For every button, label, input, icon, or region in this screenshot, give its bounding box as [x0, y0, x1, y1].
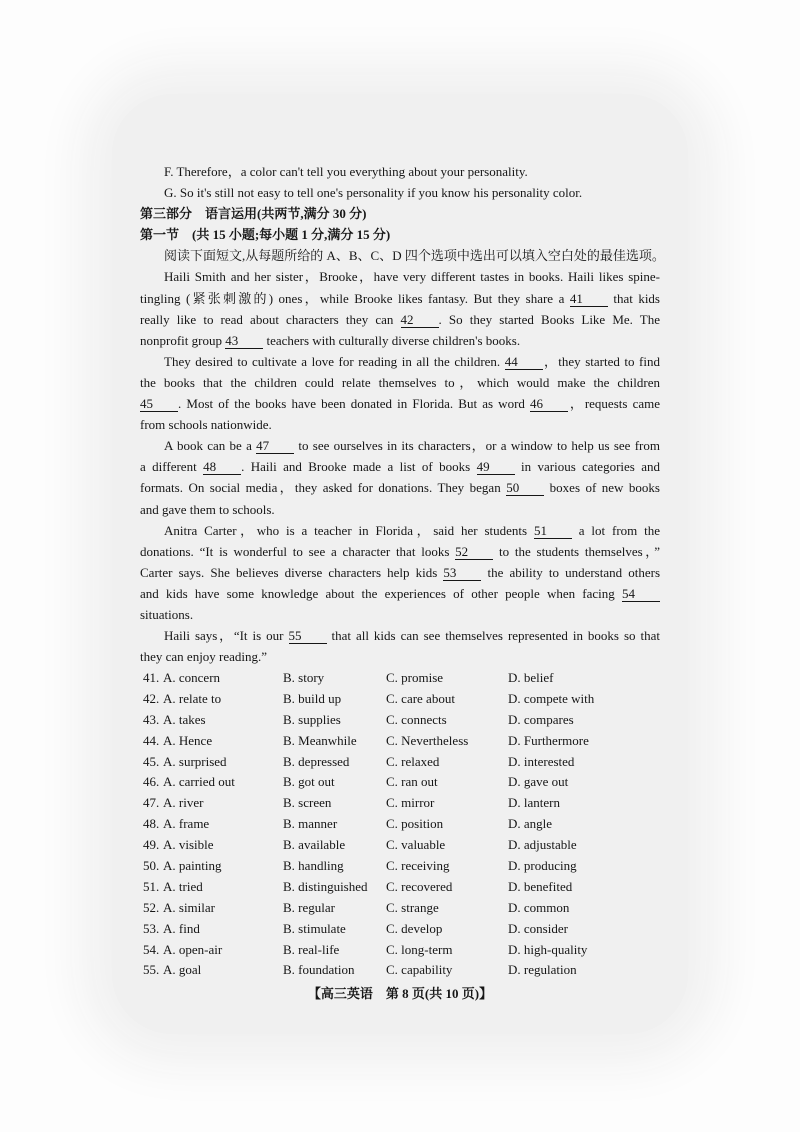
passage-text: A book can be a — [164, 438, 257, 454]
option-a: A. find — [163, 920, 200, 936]
passage-text: teachers with culturally diverse children's books. — [263, 332, 521, 348]
question-number: 55. — [143, 962, 160, 978]
question-number: 50. — [143, 858, 160, 874]
option-b: B. handling — [283, 858, 344, 874]
question-number: 42. — [143, 690, 160, 706]
passage-paragraph — [140, 625, 660, 667]
question-number: 41. — [143, 670, 160, 685]
option-b: B. got out — [283, 774, 335, 790]
option-a: A. concern — [163, 670, 221, 685]
option-b: B. depressed — [283, 753, 350, 769]
passage-text: and gave them to schools. — [140, 501, 275, 517]
passage-text: They desired to cultivate a love for reading in all the children. — [164, 353, 505, 369]
passage-text: to the students themselves，” — [493, 543, 660, 559]
passage-line — [140, 541, 660, 562]
option-b: B. real-life — [283, 941, 340, 957]
passage-text: ，they started to find — [542, 353, 660, 369]
cloze-options-table — [140, 668, 660, 981]
option-c: C. develop — [386, 920, 443, 936]
option-c: C. relaxed — [386, 753, 440, 769]
option-d: D. Furthermore — [508, 732, 589, 748]
cloze-passage — [140, 266, 660, 667]
option-b: B. supplies — [283, 711, 341, 727]
page-footer: 【高三英语 第 8 页(共 10 页)】 — [307, 986, 493, 1001]
blank-47: 47 — [256, 439, 294, 454]
option-b: B. screen — [283, 795, 332, 811]
passage-text: from schools nationwide. — [140, 417, 272, 433]
blank-52: 52 — [455, 545, 493, 560]
passage-paragraph — [140, 351, 660, 435]
passage-line — [140, 625, 660, 646]
passage-text: . Most of the books have been donated in Florida. But as word — [178, 396, 531, 412]
passage-line — [140, 414, 660, 435]
passage-text: tingling (紧张刺激的) ones，while Brooke likes fantasy. But they share a — [140, 290, 570, 306]
passage-text: a different — [140, 459, 204, 475]
question-number: 46. — [143, 774, 160, 790]
option-b: B. story — [283, 670, 325, 685]
passage-line — [140, 499, 660, 520]
passage-line — [140, 435, 660, 456]
option-d: D. regulation — [508, 962, 577, 978]
blank-44: 44 — [505, 355, 543, 370]
question-options-row — [140, 731, 660, 752]
question-options-row — [140, 814, 660, 835]
passage-text: really like to read about characters they can — [140, 311, 401, 327]
passage-paragraph — [140, 266, 660, 350]
blank-41: 41 — [570, 292, 608, 307]
option-b: B. foundation — [283, 962, 355, 978]
option-d: D. adjustable — [508, 837, 577, 853]
blank-53: 53 — [443, 566, 481, 581]
option-c: C. strange — [386, 899, 439, 915]
question-number: 51. — [143, 878, 160, 894]
question-options-row — [140, 710, 660, 731]
passage-text: that all kids can see themselves represented in books so that — [326, 628, 661, 644]
passage-text: Anitra Carter，who is a teacher in Florida，said her students — [164, 522, 534, 538]
question-options-row — [140, 940, 660, 961]
option-d: D. high-quality — [508, 941, 588, 957]
option-c: C. mirror — [386, 795, 435, 811]
option-d: D. common — [508, 899, 570, 915]
passage-line — [140, 562, 660, 583]
question-options-row — [140, 689, 660, 710]
question-number: 47. — [143, 795, 160, 811]
option-b: B. Meanwhile — [283, 732, 357, 748]
option-b: B. stimulate — [283, 920, 346, 936]
passage-text: Haili Smith and her sister，Brooke，have very different tastes in books. Haili likes spine- — [164, 269, 660, 285]
option-a: A. goal — [163, 962, 202, 978]
question-options-row — [140, 835, 660, 856]
question-number: 45. — [143, 753, 160, 769]
option-a: A. similar — [163, 899, 215, 915]
question-options-row — [140, 856, 660, 877]
option-a: A. painting — [163, 858, 222, 874]
blank-51: 51 — [534, 524, 572, 539]
option-d: D. gave out — [508, 774, 569, 790]
blank-45: 45 — [140, 397, 178, 412]
passage-line — [140, 393, 660, 414]
option-b: B. distinguished — [283, 878, 368, 894]
instructions: 阅读下面短文,从每题所给的 A、B、C、D 四个选项中选出可以填入空白处的最佳选项。 — [164, 248, 665, 264]
passage-text: and kids have some knowledge about the experiences of other people when facing — [140, 585, 622, 601]
option-a: A. open-air — [163, 941, 223, 957]
question-options-row — [140, 919, 660, 940]
option-a: A. carried out — [163, 774, 235, 790]
passage-text: that kids — [607, 290, 660, 306]
option-d: D. belief — [508, 670, 554, 685]
option-a: A. relate to — [163, 690, 222, 706]
answer-option-g: G. So it's still not easy to tell one's personality if you know his personality color. — [164, 185, 583, 201]
question-number: 49. — [143, 837, 160, 853]
passage-text: ，requests came — [568, 396, 660, 412]
question-number: 43. — [143, 711, 160, 727]
passage-text: formats. On social media，they asked for donations. They began — [140, 480, 507, 496]
option-c: C. valuable — [386, 837, 446, 853]
question-options-row — [140, 793, 660, 814]
passage-text: Carter says. She believes diverse characters help kids — [140, 564, 444, 580]
passage-text: they can enjoy reading.” — [140, 649, 268, 665]
blank-50: 50 — [506, 481, 544, 496]
option-a: A. surprised — [163, 753, 227, 769]
question-number: 54. — [143, 941, 160, 957]
passage-text: the ability to understand others — [481, 564, 660, 580]
option-c: C. recovered — [386, 878, 453, 894]
option-a: A. frame — [163, 816, 210, 832]
passage-line — [140, 520, 660, 541]
passage-text: . Haili and Brooke made a list of books — [241, 459, 477, 475]
blank-55: 55 — [289, 629, 327, 644]
option-a: A. Hence — [163, 732, 213, 748]
option-d: D. compete with — [508, 690, 595, 706]
passage-text: nonprofit group — [140, 332, 226, 348]
option-c: C. care about — [386, 690, 455, 706]
passage-paragraph — [140, 435, 660, 519]
option-d: D. producing — [508, 858, 577, 874]
option-a: A. tried — [163, 878, 203, 894]
option-c: C. position — [386, 816, 444, 832]
question-number: 44. — [143, 732, 160, 748]
question-options-row — [140, 960, 660, 981]
blank-49: 49 — [477, 460, 515, 475]
exam-page-body — [140, 161, 665, 667]
passage-text: in various categories and — [514, 459, 660, 475]
passage-line — [140, 351, 660, 372]
option-a: A. visible — [163, 837, 214, 853]
option-c: C. connects — [386, 711, 447, 727]
option-d: D. interested — [508, 753, 575, 769]
option-c: C. promise — [386, 670, 444, 685]
passage-line — [140, 477, 660, 498]
passage-line — [140, 604, 660, 625]
question-options-row — [140, 898, 660, 919]
blank-54: 54 — [622, 587, 660, 602]
question-number: 53. — [143, 920, 160, 936]
passage-text: boxes of new books — [544, 480, 660, 496]
blank-42: 42 — [401, 313, 439, 328]
option-d: D. compares — [508, 711, 574, 727]
option-d: D. consider — [508, 920, 568, 936]
blank-48: 48 — [203, 460, 241, 475]
passage-text: Haili says，“It is our — [164, 628, 289, 644]
option-b: B. regular — [283, 899, 335, 915]
passage-line — [140, 288, 660, 309]
option-b: B. build up — [283, 690, 342, 706]
question-options-row — [140, 752, 660, 773]
passage-line — [140, 583, 660, 604]
question-options-row — [140, 668, 660, 689]
blank-43: 43 — [225, 334, 263, 349]
part-title: 第三部分 语言运用(共两节,满分 30 分) — [140, 206, 367, 222]
blank-46: 46 — [530, 397, 568, 412]
option-b: B. available — [283, 837, 346, 853]
option-c: C. long-term — [386, 941, 453, 957]
question-number: 52. — [143, 899, 160, 915]
passage-text: the books that the children could relate themselves to，which would make the children — [140, 374, 660, 390]
option-d: D. benefited — [508, 878, 573, 894]
option-d: D. angle — [508, 816, 553, 832]
passage-text: a lot from the — [571, 522, 660, 538]
passage-text: to see ourselves in its characters，or a window to help us see from — [294, 438, 660, 454]
question-options-row — [140, 877, 660, 898]
option-c: C. ran out — [386, 774, 438, 790]
option-a: A. river — [163, 795, 204, 811]
question-options-row — [140, 772, 660, 793]
passage-paragraph — [140, 520, 660, 625]
passage-line — [140, 266, 660, 287]
passage-line — [140, 309, 660, 330]
passage-text: . So they started Books Like Me. The — [438, 311, 660, 327]
passage-line — [140, 330, 660, 351]
option-c: C. receiving — [386, 858, 450, 874]
passage-text: donations. “It is wonderful to see a character that looks — [140, 543, 456, 559]
passage-line — [140, 372, 660, 393]
option-b: B. manner — [283, 816, 338, 832]
answer-option-f: F. Therefore，a color can't tell you everything about your personality. — [164, 164, 528, 179]
option-c: C. capability — [386, 962, 453, 978]
option-d: D. lantern — [508, 795, 560, 811]
passage-line — [140, 646, 660, 667]
option-c: C. Nevertheless — [386, 732, 469, 748]
passage-line — [140, 456, 660, 477]
option-a: A. takes — [163, 711, 206, 727]
passage-text: situations. — [140, 606, 194, 622]
section-title: 第一节 (共 15 小题;每小题 1 分,满分 15 分) — [140, 227, 391, 243]
question-number: 48. — [143, 816, 160, 832]
